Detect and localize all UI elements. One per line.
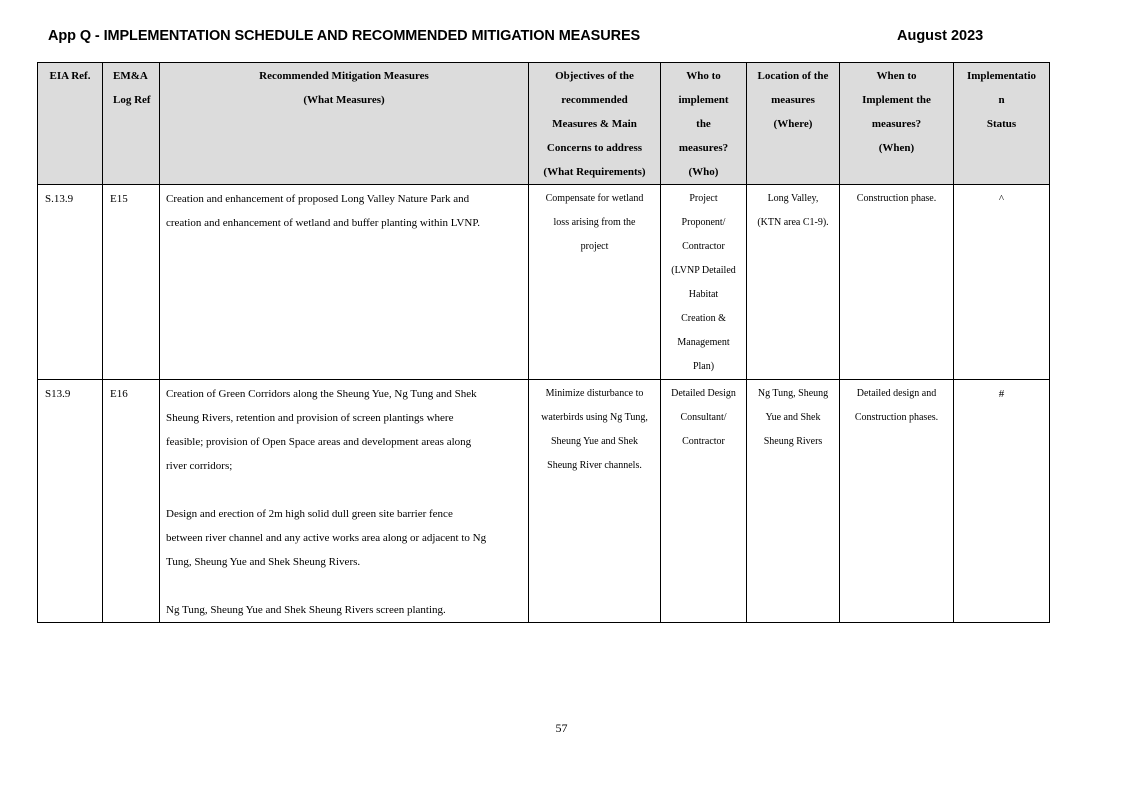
column-header-ema-log-ref [103,63,160,185]
who-text-line: Project [689,193,718,204]
objectives-cell [529,185,661,380]
who-text-line: (LVNP Detailed [671,265,736,276]
measure-text-line: Design and erection of 2m high solid dull green site barrier fence [166,508,453,520]
column-header-location [747,63,840,185]
location-text-line: Ng Tung, Sheung [757,388,829,399]
column-header-line: Measures & Main [552,118,637,130]
paragraph-gap [166,574,524,598]
column-header-line: (Where) [773,118,813,130]
who-text-line: Management [677,337,730,348]
objectives-text-line: loss arising from the [553,217,636,228]
column-header-line: (Who) [688,166,719,178]
column-header-eia-ref [38,63,103,185]
objectives-text-line: Minimize disturbance to [545,388,644,399]
column-header-line: recommended [561,94,628,106]
measure-text-line: Tung, Sheung Yue and Shek Sheung Rivers. [166,556,361,568]
column-header-line: (What Measures) [303,94,385,106]
who-cell [661,185,747,380]
measure-text-line: Sheung Rivers, retention and provision of screen plantings where [166,412,454,424]
table-header-row [38,63,1050,185]
when-cell [840,185,954,380]
objectives-text-line: Sheung Yue and Shek [550,436,639,447]
status-cell: # [954,380,1050,623]
measure-text-line: feasible; provision of Open Space areas and development areas along [166,436,472,448]
measures-cell [160,185,529,380]
column-header-line: n [998,94,1005,106]
column-header-objectives [529,63,661,185]
who-cell [661,380,747,623]
location-text-line: Sheung Rivers [763,436,823,447]
column-header-line: measures? [871,118,922,130]
ema-ref-cell: E16 [103,380,160,623]
eia-ref-cell: S13.9 [38,380,103,623]
measure-text-line: river corridors; [166,460,233,472]
location-text-line: Yue and Shek [765,412,821,423]
column-header-when [840,63,954,185]
location-text-line: (KTN area C1-9). [757,217,829,228]
column-header-line: implement [678,94,729,106]
column-header-line: (What Requirements) [543,166,646,178]
column-header-line: the [696,118,711,130]
eia-ref-cell: S.13.9 [38,185,103,380]
measure-text-line: between river channel and any active works area along or adjacent to Ng [166,532,487,544]
objectives-text-line: project [580,241,609,252]
objectives-text-line: Sheung River channels. [547,460,642,471]
when-text-line: Construction phases. [854,412,939,423]
column-header-line: Recommended Mitigation Measures [259,70,429,82]
measure-text-line: Creation of Green Corridors along the Sheung Yue, Ng Tung and Shek [166,388,477,400]
column-header-line: Objectives of the [555,70,634,82]
measure-text-line: creation and enhancement of wetland and buffer planting within LVNP. [166,217,481,229]
who-text-line: Detailed Design [671,388,736,399]
document-title: App Q - IMPLEMENTATION SCHEDULE AND RECOMMENDED MITIGATION MEASURES [48,28,641,44]
column-header-line: Concerns to address [546,142,643,154]
when-text-line: Construction phase. [856,193,937,204]
column-header-measures [160,63,529,185]
column-header-status [954,63,1050,185]
location-text-line: Long Valley, [767,193,819,204]
location-cell [747,380,840,623]
implementation-schedule-table [37,62,1050,623]
column-header-line: measures [771,94,815,106]
status-cell: ^ [954,185,1050,380]
location-cell [747,185,840,380]
ema-ref-cell: E15 [103,185,160,380]
column-header-line: Location of the [757,70,829,82]
measures-cell [160,380,529,623]
column-header-line: EIA Ref. [49,70,91,82]
table-row [38,185,1050,380]
column-header-line: Who to [686,70,721,82]
paragraph-gap [166,478,524,502]
who-text-line: Habitat [688,289,719,300]
column-header-line: (When) [878,142,915,154]
who-text-line: Plan) [692,361,715,372]
when-cell [840,380,954,623]
who-text-line: Proponent/ [681,217,726,228]
who-text-line: Consultant/ [680,412,727,423]
column-header-line: Implement the [862,94,931,106]
who-text-line: Creation & [681,313,726,324]
table-row [38,380,1050,623]
column-header-line: Implementatio [966,70,1037,82]
column-header-line: measures? [678,142,729,154]
page-number: 57 [555,721,568,735]
column-header-who [661,63,747,185]
column-header-line: Log Ref [113,94,151,106]
measure-text-line: Creation and enhancement of proposed Long Valley Nature Park and [166,193,470,205]
column-header-line: Status [986,118,1017,130]
column-header-line: When to [876,70,917,82]
who-text-line: Contractor [682,436,725,447]
objectives-text-line: Compensate for wetland [545,193,644,204]
document-date: August 2023 [897,28,984,44]
who-text-line: Contractor [682,241,725,252]
objectives-cell [529,380,661,623]
objectives-text-line: waterbirds using Ng Tung, [541,412,648,423]
when-text-line: Detailed design and [856,388,937,399]
column-header-line: EM&A [113,70,148,82]
measure-text-line: Ng Tung, Sheung Yue and Shek Sheung Rivers screen planting. [166,604,446,616]
